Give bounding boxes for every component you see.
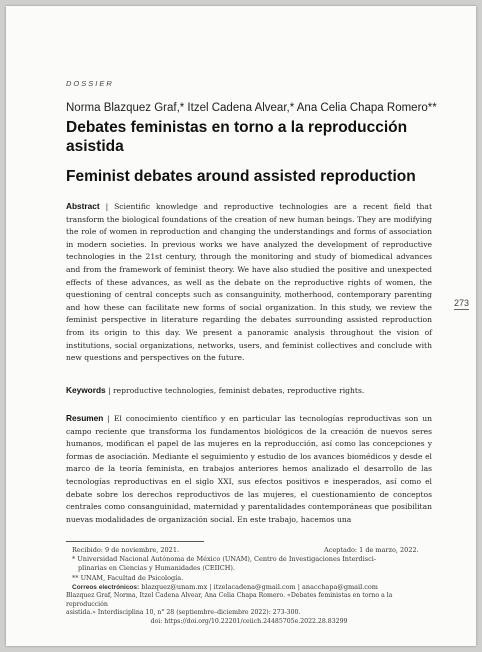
section-label: DOSSIER — [66, 79, 114, 88]
doi-link[interactable]: doi: https://doi.org/10.22201/ceiich.24485705e.2022.28.83299 — [150, 617, 348, 625]
resumen-label: Resumen — [66, 413, 104, 423]
journal-page — [6, 6, 476, 646]
citation-block — [66, 592, 432, 626]
resumen-text: | El conocimiento científico y en particular las tecnologías reproductivas son un campo reciente que transforma los fundamentos biológicos de la creación de nuevos seres humanos, modifican el papel de las mujeres en la reproducción, así como las concepciones y formas de asociación. Mediante el seguimiento y estudio de los avances biomédicos y desde el marco de la teoría feminista, en trabajos anteriores hemos analizado el desarrollo de las tecnologías reproductivas en el siglo XXI, sus efectos positivos e inesperados, así como el debate sobre los derechos reproductivos de las mujeres, el cuestionamiento de conceptos centrales como consanguinidad, maternidad y parentalidades contemporáneas que posibilitan nuevas modalidades de organización social. En este trabajo, hacemos una — [66, 414, 432, 524]
affiliation-1: * Universidad Nacional Autónoma de México (UNAM), Centro de Investigaciones Interdisci- — [72, 555, 377, 564]
email-line — [66, 583, 432, 592]
abstract-text: | Scientific knowledge and reproductive technologies are a recent field that transform the biological foundations of the creation of new human beings. They are modifying the role of women in reproduction and changing the understandings and forms of association in modern societies. In previous works we have analyzed the development of reproductive technologies in the 21st century, through the monitoring and study of biomedical advances and from the framework of feminist theory. We have also studied the positive and unexpected effects of these advances, as well as the debate on the reproductive rights of women, the questioning of central concepts such as consanguinity, motherhood, contemporary parenting and how these can facilitate new forms of social organization. In this study, we review the feminist perspective in literature regarding the debates surrounding assisted reproduction from its origin to this day. We present a panoramic analysis throughout the vision of institutions, social organizations, networks, users, and feminist collectives and conclude with new questions and perspectives on the future. — [66, 202, 432, 363]
title-english: Feminist debates around assisted reproduction — [66, 168, 416, 185]
accepted-date: Aceptado: 1 de marzo, 2022. — [324, 546, 419, 554]
page-number: 273 — [454, 298, 470, 308]
footnotes — [66, 546, 432, 592]
emails-label: Correos electrónicos: — [72, 583, 140, 591]
emails-text: blazquez@unam.mx | itzelacadena@gmail.com | anacchapa@gmail.com — [141, 582, 378, 591]
resumen-paragraph — [66, 412, 432, 526]
keywords-text: | reproductive technologies, feminist debates, reproductive rights. — [108, 386, 365, 395]
keywords-paragraph — [66, 384, 432, 398]
abstract-paragraph — [66, 200, 432, 365]
affiliation-2: ** UNAM, Facultad de Psicología. — [72, 573, 184, 582]
title-spanish: Debates feministas en torno a la reproducción asistida — [66, 119, 408, 155]
footnote-divider — [66, 541, 204, 542]
author-list: Norma Blazquez Graf,* Itzel Cadena Alvear,* Ana Celia Chapa Romero** — [66, 102, 437, 114]
abstract-label: Abstract — [66, 201, 100, 211]
affiliation-1-continued: plinarias en Ciencias y Humanidades (CEIICH). — [78, 564, 235, 573]
received-date: Recibido: 9 de noviembre, 2021. — [72, 546, 180, 554]
keywords-label: Keywords — [66, 385, 106, 395]
citation-line-2: asistida.» Interdisciplina 10, n° 28 (septiembre–diciembre 2022): 273-300. — [66, 609, 301, 617]
citation-line-1: Blazquez Graf, Norma, Itzel Cadena Alvear, Ana Celia Chapa Romero. «Debates feministas en torno a la reproducción — [66, 592, 393, 608]
